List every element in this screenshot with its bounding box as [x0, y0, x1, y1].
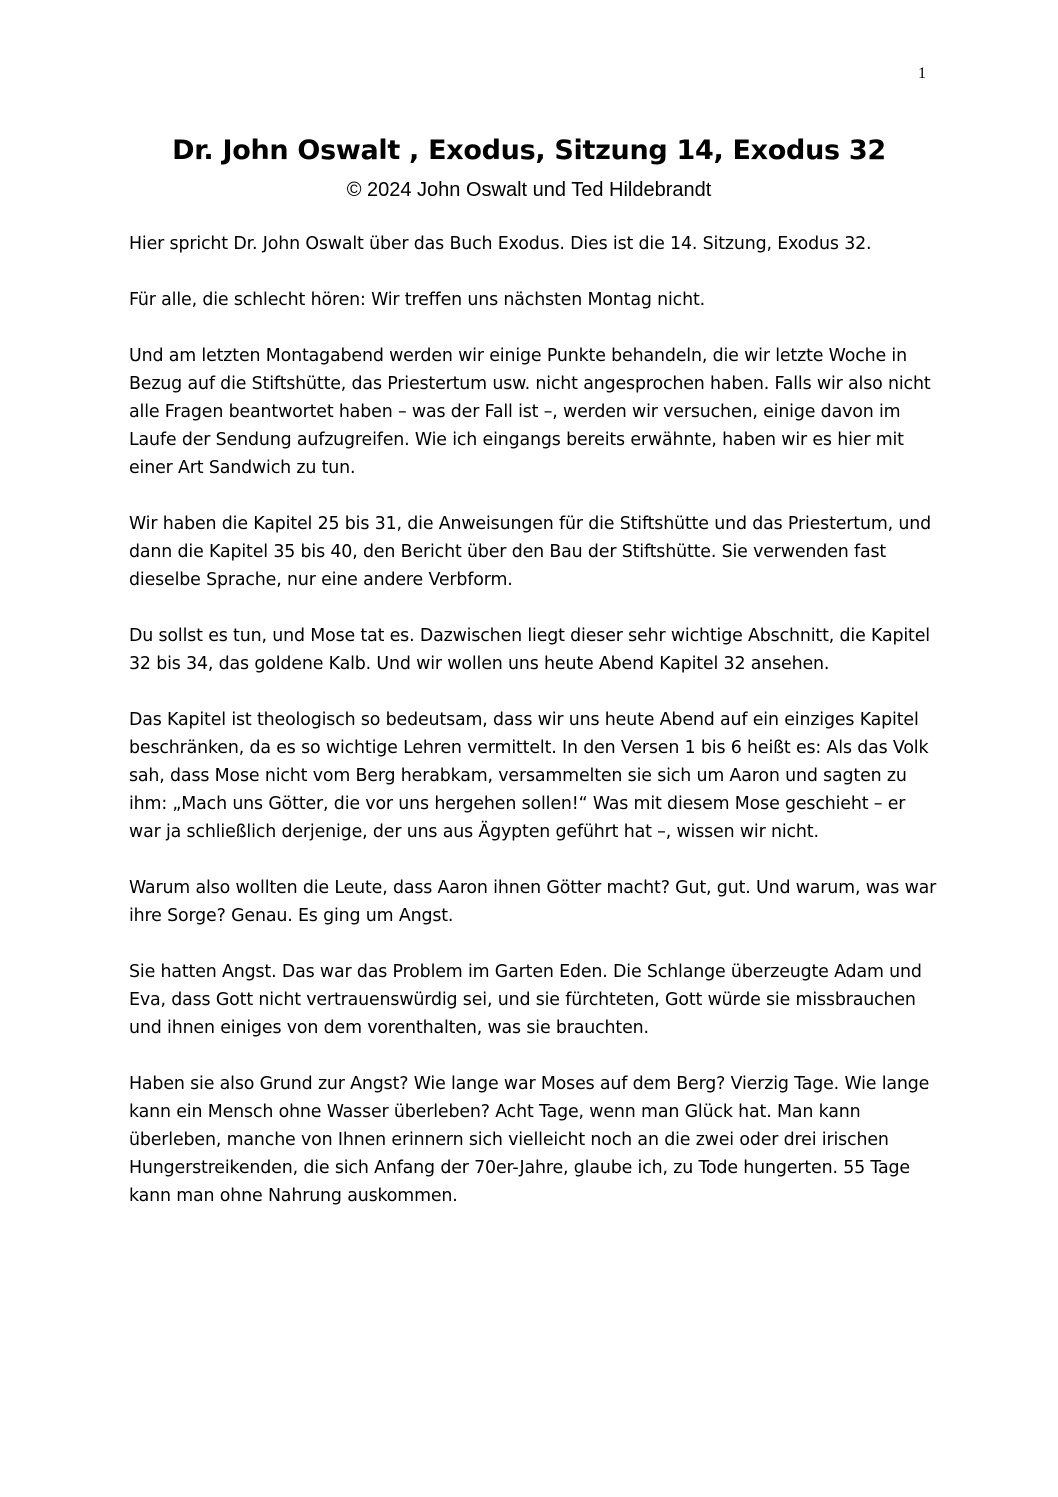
- paragraph: Haben sie also Grund zur Angst? Wie lange war Moses auf dem Berg? Vierzig Tage. Wie lange kann ein Mensch ohne Wasser überleben? Acht Tage, wenn man Glück hat. Man kann überleben, manche von Ihnen erinnern sich vielleicht noch an die zwei oder drei irischen Hungerstreikenden, die sich Anfang der 70er-Jahre, glaube ich, zu Tode hungerten. 55 Tage kann man ohne Nahrung auskommen.: [129, 1074, 930, 1206]
- paragraph: Sie hatten Angst. Das war das Problem im Garten Eden. Die Schlange überzeugte Adam und Eva, dass Gott nicht vertrauenswürdig sei, und sie fürchteten, Gott würde sie missbrauchen und ihnen einiges von dem vorenthalten, was sie brauchten.: [129, 962, 922, 1038]
- paragraph: Wir haben die Kapitel 25 bis 31, die Anweisungen für die Stiftshütte und das Priestertum, und dann die Kapitel 35 bis 40, den Bericht über den Bau der Stiftshütte. Sie verwenden fast dieselbe Sprache, nur eine andere Verbform.: [129, 514, 932, 590]
- paragraph: Du sollst es tun, und Mose tat es. Dazwischen liegt dieser sehr wichtige Abschnitt, die Kapitel 32 bis 34, das goldene Kalb. Und wir wollen uns heute Abend Kapitel 32 ansehen.: [129, 626, 930, 674]
- paragraph: Hier spricht Dr. John Oswalt über das Buch Exodus. Dies ist die 14. Sitzung, Exodus 32.: [129, 234, 872, 254]
- paragraph: Warum also wollten die Leute, dass Aaron ihnen Götter macht? Gut, gut. Und warum, was war ihre Sorge? Genau. Es ging um Angst.: [129, 878, 937, 926]
- paragraph: Das Kapitel ist theologisch so bedeutsam, dass wir uns heute Abend auf ein einziges Kapitel beschränken, da es so wichtige Lehren vermittelt. In den Versen 1 bis 6 heißt es: Als das Volk sah, dass Mose nicht vom Berg herabkam, versammelten sie sich um Aaron und sagten zu ihm: „Mach uns Götter, die vor uns hergehen sollen!“ Was mit diesem Mose geschieht – er war ja schließlich derjenige, der uns aus Ägypten geführt hat –, wissen wir nicht.: [129, 710, 929, 842]
- copyright-subtitle: © 2024 John Oswalt und Ted Hildebrandt: [346, 179, 712, 201]
- document-title: Dr. John Oswalt , Exodus, Sitzung 14, Exodus 32: [172, 135, 886, 166]
- paragraph: Und am letzten Montagabend werden wir einige Punkte behandeln, die wir letzte Woche in Bezug auf die Stiftshütte, das Priestertum usw. nicht angesprochen haben. Falls wir also nicht alle Fragen beantwortet haben – was der Fall ist –, werden wir versuchen, einige davon im Laufe der Sendung aufzugreifen. Wie ich eingangs bereits erwähnte, haben wir es hier mit einer Art Sandwich zu tun.: [129, 346, 931, 478]
- paragraph: Für alle, die schlecht hören: Wir treffen uns nächsten Montag nicht.: [129, 290, 705, 310]
- page-number: 1: [918, 65, 926, 82]
- document-body: [129, 230, 941, 1238]
